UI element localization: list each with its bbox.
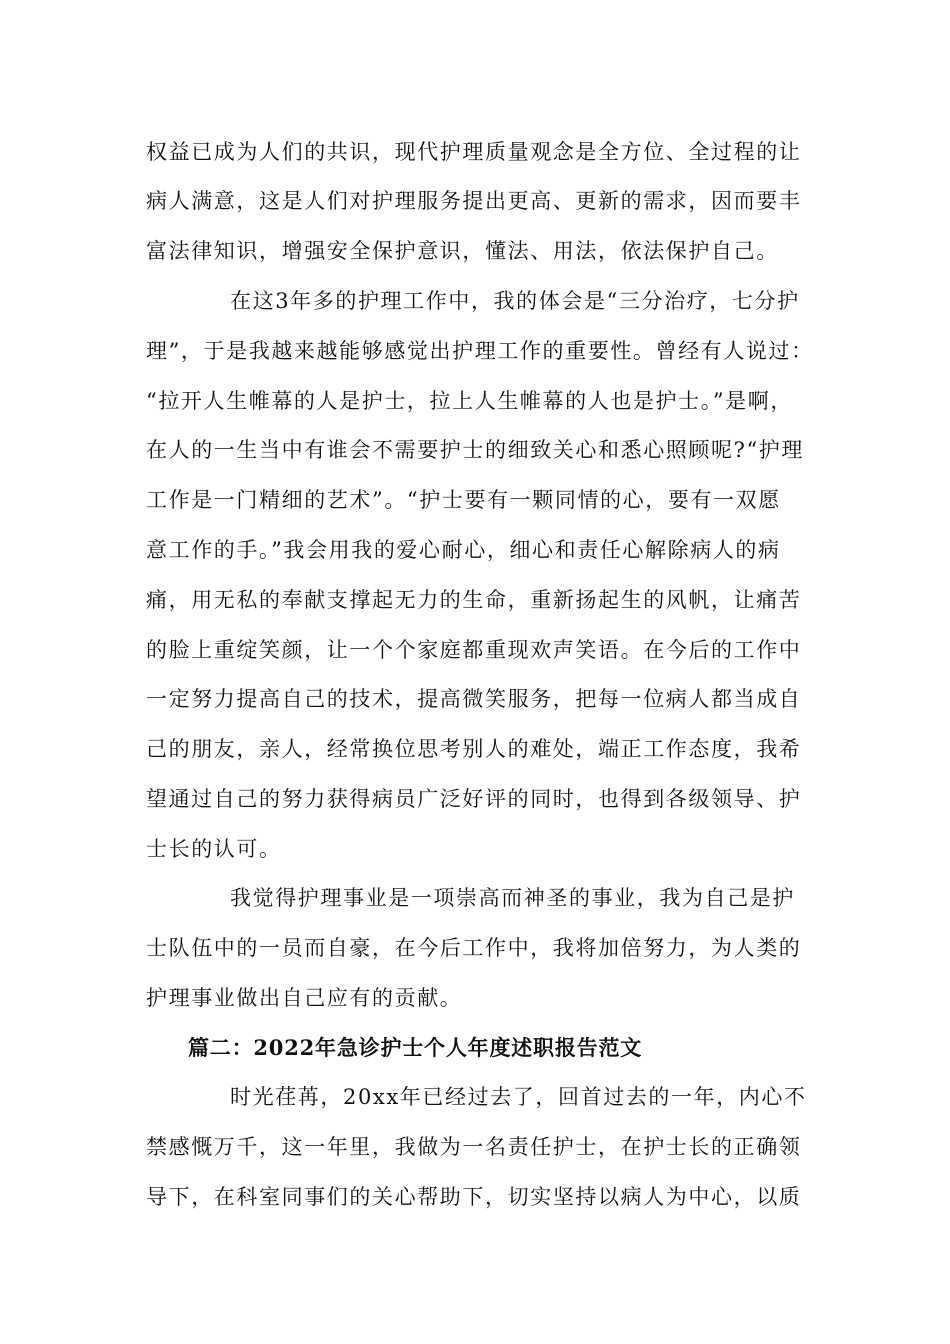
text-line: 士长的认可。: [146, 837, 282, 861]
text-line: 痛，用无私的奉献支撑起无力的生命，重新扬起生的风帆，让痛苦: [146, 588, 802, 612]
text-line: 意工作的手。”我会用我的爱心耐心，细心和责任心解除病人的病: [146, 538, 781, 562]
text-line: 富法律知识，增强安全保护意识，懂法、用法，依法保护自己。: [146, 239, 779, 263]
text-line: 理”，于是我越来越能够感觉出护理工作的重要性。曾经有人说过：: [146, 339, 814, 363]
text-line: 在这3年多的护理工作中，我的体会是“三分治疗，七分护: [230, 289, 800, 313]
text-line: 在人的一生当中有谁会不需要护士的细致关心和悉心照顾呢?“护理: [146, 438, 804, 462]
text-line: 病人满意，这是人们对护理服务提出更高、更新的需求，因而要丰: [146, 189, 802, 213]
text-line: 导下，在科室同事们的关心帮助下，切实坚持以病人为中心，以质: [146, 1185, 802, 1209]
text-line: 工作是一门精细的艺术”。“护士要有一颗同情的心，要有一双愿: [146, 488, 781, 512]
text-line: 护理事业做出自己应有的贡献。: [146, 986, 463, 1010]
text-line: 禁感慨万千，这一年里，我做为一名责任护士，在护士长的正确领: [146, 1135, 802, 1159]
text-line: 士队伍中的一员而自豪，在今后工作中，我将加倍努力，为人类的: [146, 936, 802, 960]
text-line: 己的朋友，亲人，经常换位思考别人的难处，端正工作态度，我希: [146, 737, 802, 761]
text-line: 望通过自己的努力获得病员广泛好评的同时，也得到各级领导、护: [146, 787, 802, 811]
text-line: “拉开人生帷幕的人是护士，拉上人生帷幕的人也是护士。”是啊，: [146, 389, 793, 413]
text-line: 权益已成为人们的共识，现代护理质量观念是全方位、全过程的让: [146, 140, 802, 164]
text-line: 时光荏苒，20xx年已经过去了，回首过去的一年，内心不: [230, 1085, 807, 1109]
text-line: 我觉得护理事业是一项崇高而神圣的事业，我为自己是护: [230, 886, 795, 910]
text-line: 一定努力提高自己的技术，提高微笑服务，把每一位病人都当成自: [146, 687, 802, 711]
text-line: 的脸上重绽笑颜，让一个个家庭都重现欢声笑语。在今后的工作中: [146, 638, 802, 662]
section-heading: 篇二：2022年急诊护士个人年度述职报告范文: [188, 1035, 643, 1060]
